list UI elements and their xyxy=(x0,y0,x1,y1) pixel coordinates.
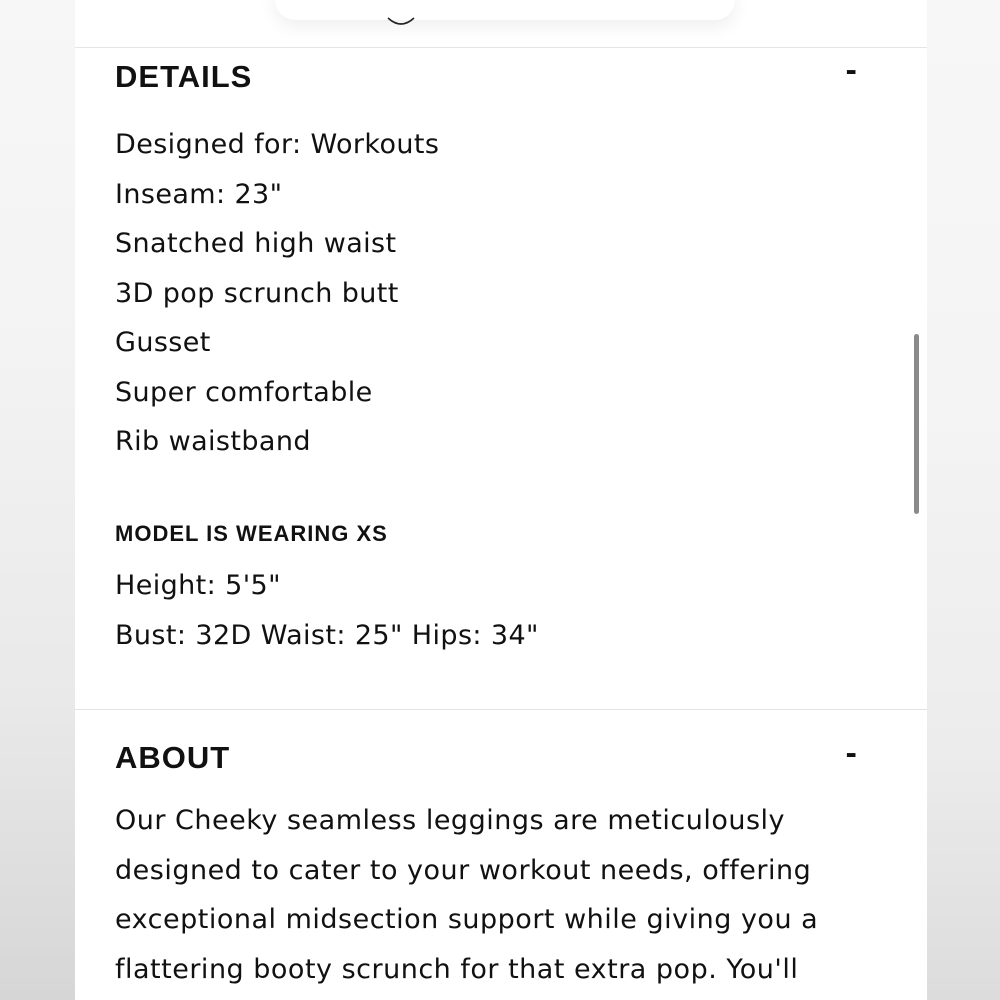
top-strip xyxy=(75,0,927,48)
model-measurements-list xyxy=(115,561,539,660)
about-title: ABOUT xyxy=(115,740,231,775)
details-collapse-toggle[interactable]: - xyxy=(845,54,857,87)
about-description: Our Cheeky seamless leggings are meticulously designed to cater to your workout needs, offering exceptional midsection support while giving you a flattering booty scrunch for that extra pop. You'll xyxy=(115,805,819,985)
detail-item: Inseam: 23" xyxy=(115,178,283,210)
detail-item: Designed for: Workouts xyxy=(115,129,440,160)
scrollbar-thumb[interactable] xyxy=(914,334,919,514)
about-section xyxy=(75,709,927,1000)
backdrop-right xyxy=(925,0,1000,1000)
backdrop-left xyxy=(0,0,75,1000)
detail-item: Snatched high waist xyxy=(115,228,397,259)
about-collapse-toggle[interactable]: - xyxy=(845,737,857,770)
top-card-shadow xyxy=(275,0,735,20)
detail-item: 3D pop scrunch butt xyxy=(115,277,399,309)
model-measurement: Height: 5'5" xyxy=(115,570,281,601)
model-heading: MODEL IS WEARING XS xyxy=(115,521,388,546)
detail-item: Gusset xyxy=(115,327,211,358)
model-measurement: Bust: 32D Waist: 25" Hips: 34" xyxy=(115,619,539,651)
detail-item: Rib waistband xyxy=(115,426,311,457)
product-details-page xyxy=(75,0,927,1000)
details-title: DETAILS xyxy=(115,59,253,94)
details-list xyxy=(115,120,439,467)
detail-item: Super comfortable xyxy=(115,376,373,408)
details-section xyxy=(75,47,927,709)
curve-icon xyxy=(387,14,415,28)
